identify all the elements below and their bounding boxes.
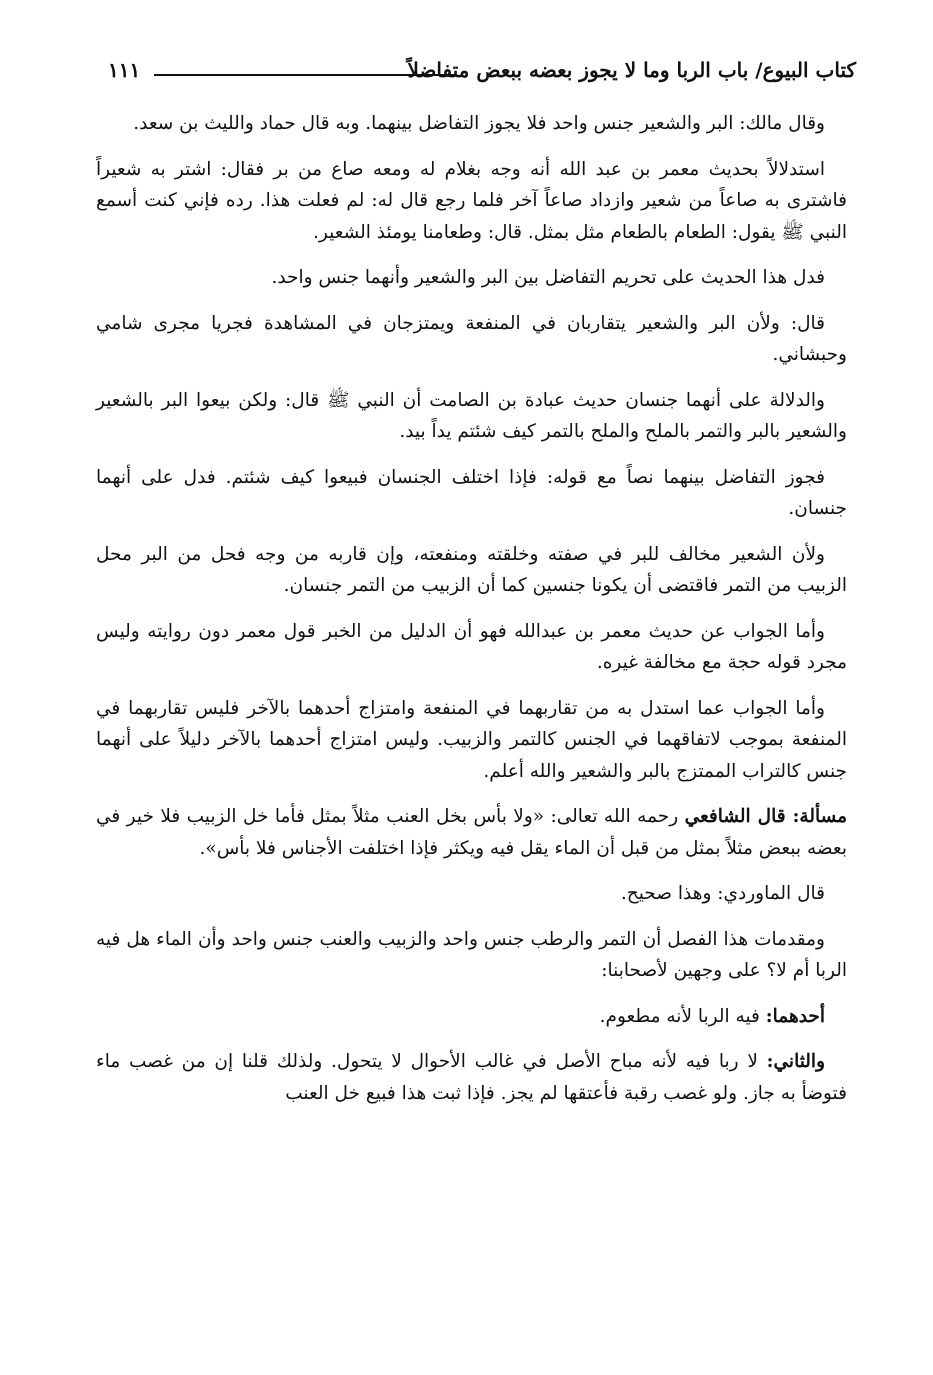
paragraph-4: قال: ولأن البر والشعير يتقاربان في المنفعة ويمتزجان في المشاهدة فجريا مجرى شامي وحبشاني.: [96, 312, 847, 365]
paragraph-9: وأما الجواب عما استدل به من تقاربهما في المنفعة وامتزاج أحدهما بالآخر فليس تقاربهما في المنفعة بموجب لاتفاقهما في الجنس كالتمر والزبيب. وليس امتزاج أحدهما بالآخر دليلاً على أنهما جنس كالتراب الممتزج بالبر والشعير والله أعلم.: [96, 697, 847, 782]
paragraph-2: استدلالاً بحديث معمر بن عبد الله أنه وجه بغلام له ومعه صاع من بر فقال: اشتر به شعيراً فاشترى به صاعاً من شعير وازداد صاعاً آخر فلما رجع قال له: لم فعلت هذا. رده فإني كنت أسمع النبي ﷺ يقول: الطعام بالطعام مثل بمثل. قال: وطعامنا يومئذ الشعير.: [96, 158, 847, 243]
paragraph-13: أحدهما: فيه الربا لأنه مطعوم.: [599, 1005, 825, 1027]
masala-lead: مسألة: قال الشافعي: [684, 806, 848, 827]
paragraph-3: فدل هذا الحديث على تحريم التفاضل بين البر والشعير وأنهما جنس واحد.: [271, 267, 825, 288]
header-rule: [154, 74, 456, 76]
body-text: [96, 108, 847, 1123]
page-header: [108, 56, 856, 96]
page-number: ١١١: [108, 58, 141, 82]
paragraph-7: ولأن الشعير مخالف للبر في صفته وخلقته ومنفعته، وإن قاربه من وجه فحل من البر محل الزبيب من التمر فاقتضى أن يكونا جنسين كما أن الزبيب من التمر جنسان.: [96, 543, 847, 596]
paragraph-10-masala: مسألة: قال الشافعي رحمه الله تعالى: «ولا بأس بخل العنب مثلاً بمثل فأما خل الزبيب فلا خير في بعضه ببعض مثلاً بمثل من قبل أن الماء يقل فيه ويكثر فإذا اختلفت الأجناس فلا بأس».: [96, 806, 848, 859]
paragraph-11: قال الماوردي: وهذا صحيح.: [620, 883, 825, 904]
paragraph-1: وقال مالك: البر والشعير جنس واحد فلا يجوز التفاضل بينهما. وبه قال حماد والليث بن سعد.: [133, 113, 825, 134]
paragraph-8: وأما الجواب عن حديث معمر بن عبدالله فهو أن الدليل من الخبر قول معمر دون روايته وليس مجرد قوله حجة مع مخالفة غيره.: [96, 620, 847, 673]
paragraph-6: فجوز التفاضل بينهما نصاً مع قوله: فإذا اختلف الجنسان فبيعوا كيف شئتم. فدل على أنهما جنسان.: [96, 466, 847, 519]
paragraph-12: ومقدمات هذا الفصل أن التمر والرطب جنس واحد والزبيب والعنب جنس واحد وأن الماء هل فيه الربا أم لا؟ على وجهين لأصحابنا:: [96, 928, 847, 981]
running-title: كتاب البيوع/ باب الربا وما لا يجوز بعضه ببعض متفاضلاً: [407, 58, 856, 82]
first-view-lead: أحدهما:: [765, 1005, 825, 1027]
paragraph-5: والدلالة على أنهما جنسان حديث عبادة بن الصامت أن النبي ﷺ قال: ولكن بيعوا البر بالشعير والشعير بالبر والتمر بالملح والملح بالتمر كيف شئتم يداً بيد.: [96, 389, 847, 442]
second-view-lead: والثاني:: [766, 1051, 825, 1072]
paragraph-14: والثاني: لا ربا فيه لأنه مباح الأصل في غالب الأحوال لا يتحول. ولذلك قلنا إن من غصب ماء فتوضأ به جاز. ولو غصب رقبة فأعتقها لم يجز. فإذا ثبت هذا فبيع خل العنب: [96, 1051, 847, 1104]
